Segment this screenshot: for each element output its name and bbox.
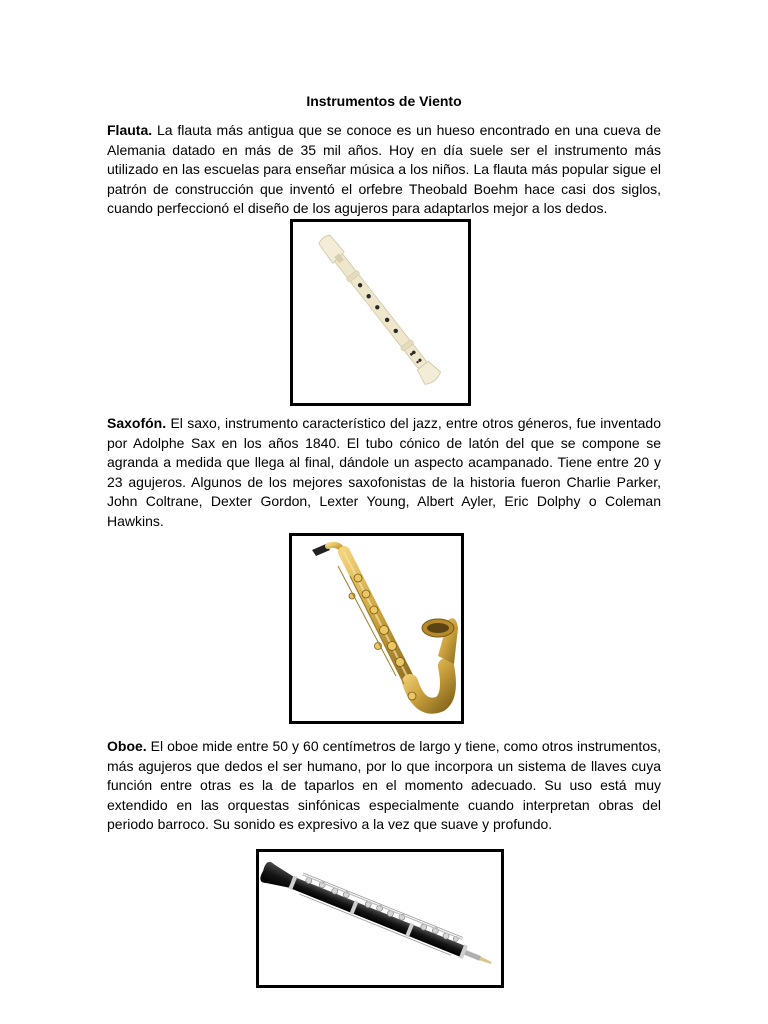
oboe-text: El oboe mide entre 50 y 60 centímetros de largo y tiene, como otros instrumentos, más agujeros que dedos el ser humano, por lo que incorpora un sistema de llaves cuya función entre otras es la de taparlos en el momento adecuado. Su uso está muy extendido en las orquestas sinfónicas especialmente cuando interpretan obras del periodo barroco. Su sonido es expresivo a la vez que suave y profundo.	[107, 738, 662, 833]
saxophone-image	[289, 533, 464, 724]
saxophone-text: El saxo, instrumento característico del jazz, entre otros géneros, fue inventado por Adolphe Sax en los años 1840. El tubo cónico de latón del que se compone se agranda a medida que llega al final, dándole un aspecto acampanado. Tiene entre 20 y 23 agujeros. Algunos de los mejores saxofonistas de la historia fueron Charlie Parker, John Coltrane, Dexter Gordon, Lexter Young, Albert Ayler, Eric Dolphy o Coleman Hawkins.	[107, 415, 661, 529]
flute-text: La flauta más antigua que se conoce es un hueso encontrado en una cueva de Alemania datado en más de 35 mil años. Hoy en día suele ser el instrumento más utilizado en las escuelas para enseñar música a los niños. La flauta más popular sigue el patrón de construcción que inventó el orfebre Theobald Boehm hace casi dos siglos, cuando perfeccionó el diseño de los agujeros para adaptarlos mejor a los dedos.	[107, 122, 661, 217]
oboe-paragraph	[107, 737, 661, 835]
saxophone-paragraph	[107, 414, 661, 532]
flute-paragraph	[107, 121, 661, 219]
saxophone-heading: Saxofón.	[107, 415, 171, 431]
oboe-image	[256, 849, 504, 988]
oboe-heading: Oboe.	[107, 738, 151, 754]
page-title: Instrumentos de Viento	[306, 93, 462, 109]
flute-heading: Flauta.	[107, 122, 157, 138]
recorder-flute-image	[290, 219, 471, 406]
